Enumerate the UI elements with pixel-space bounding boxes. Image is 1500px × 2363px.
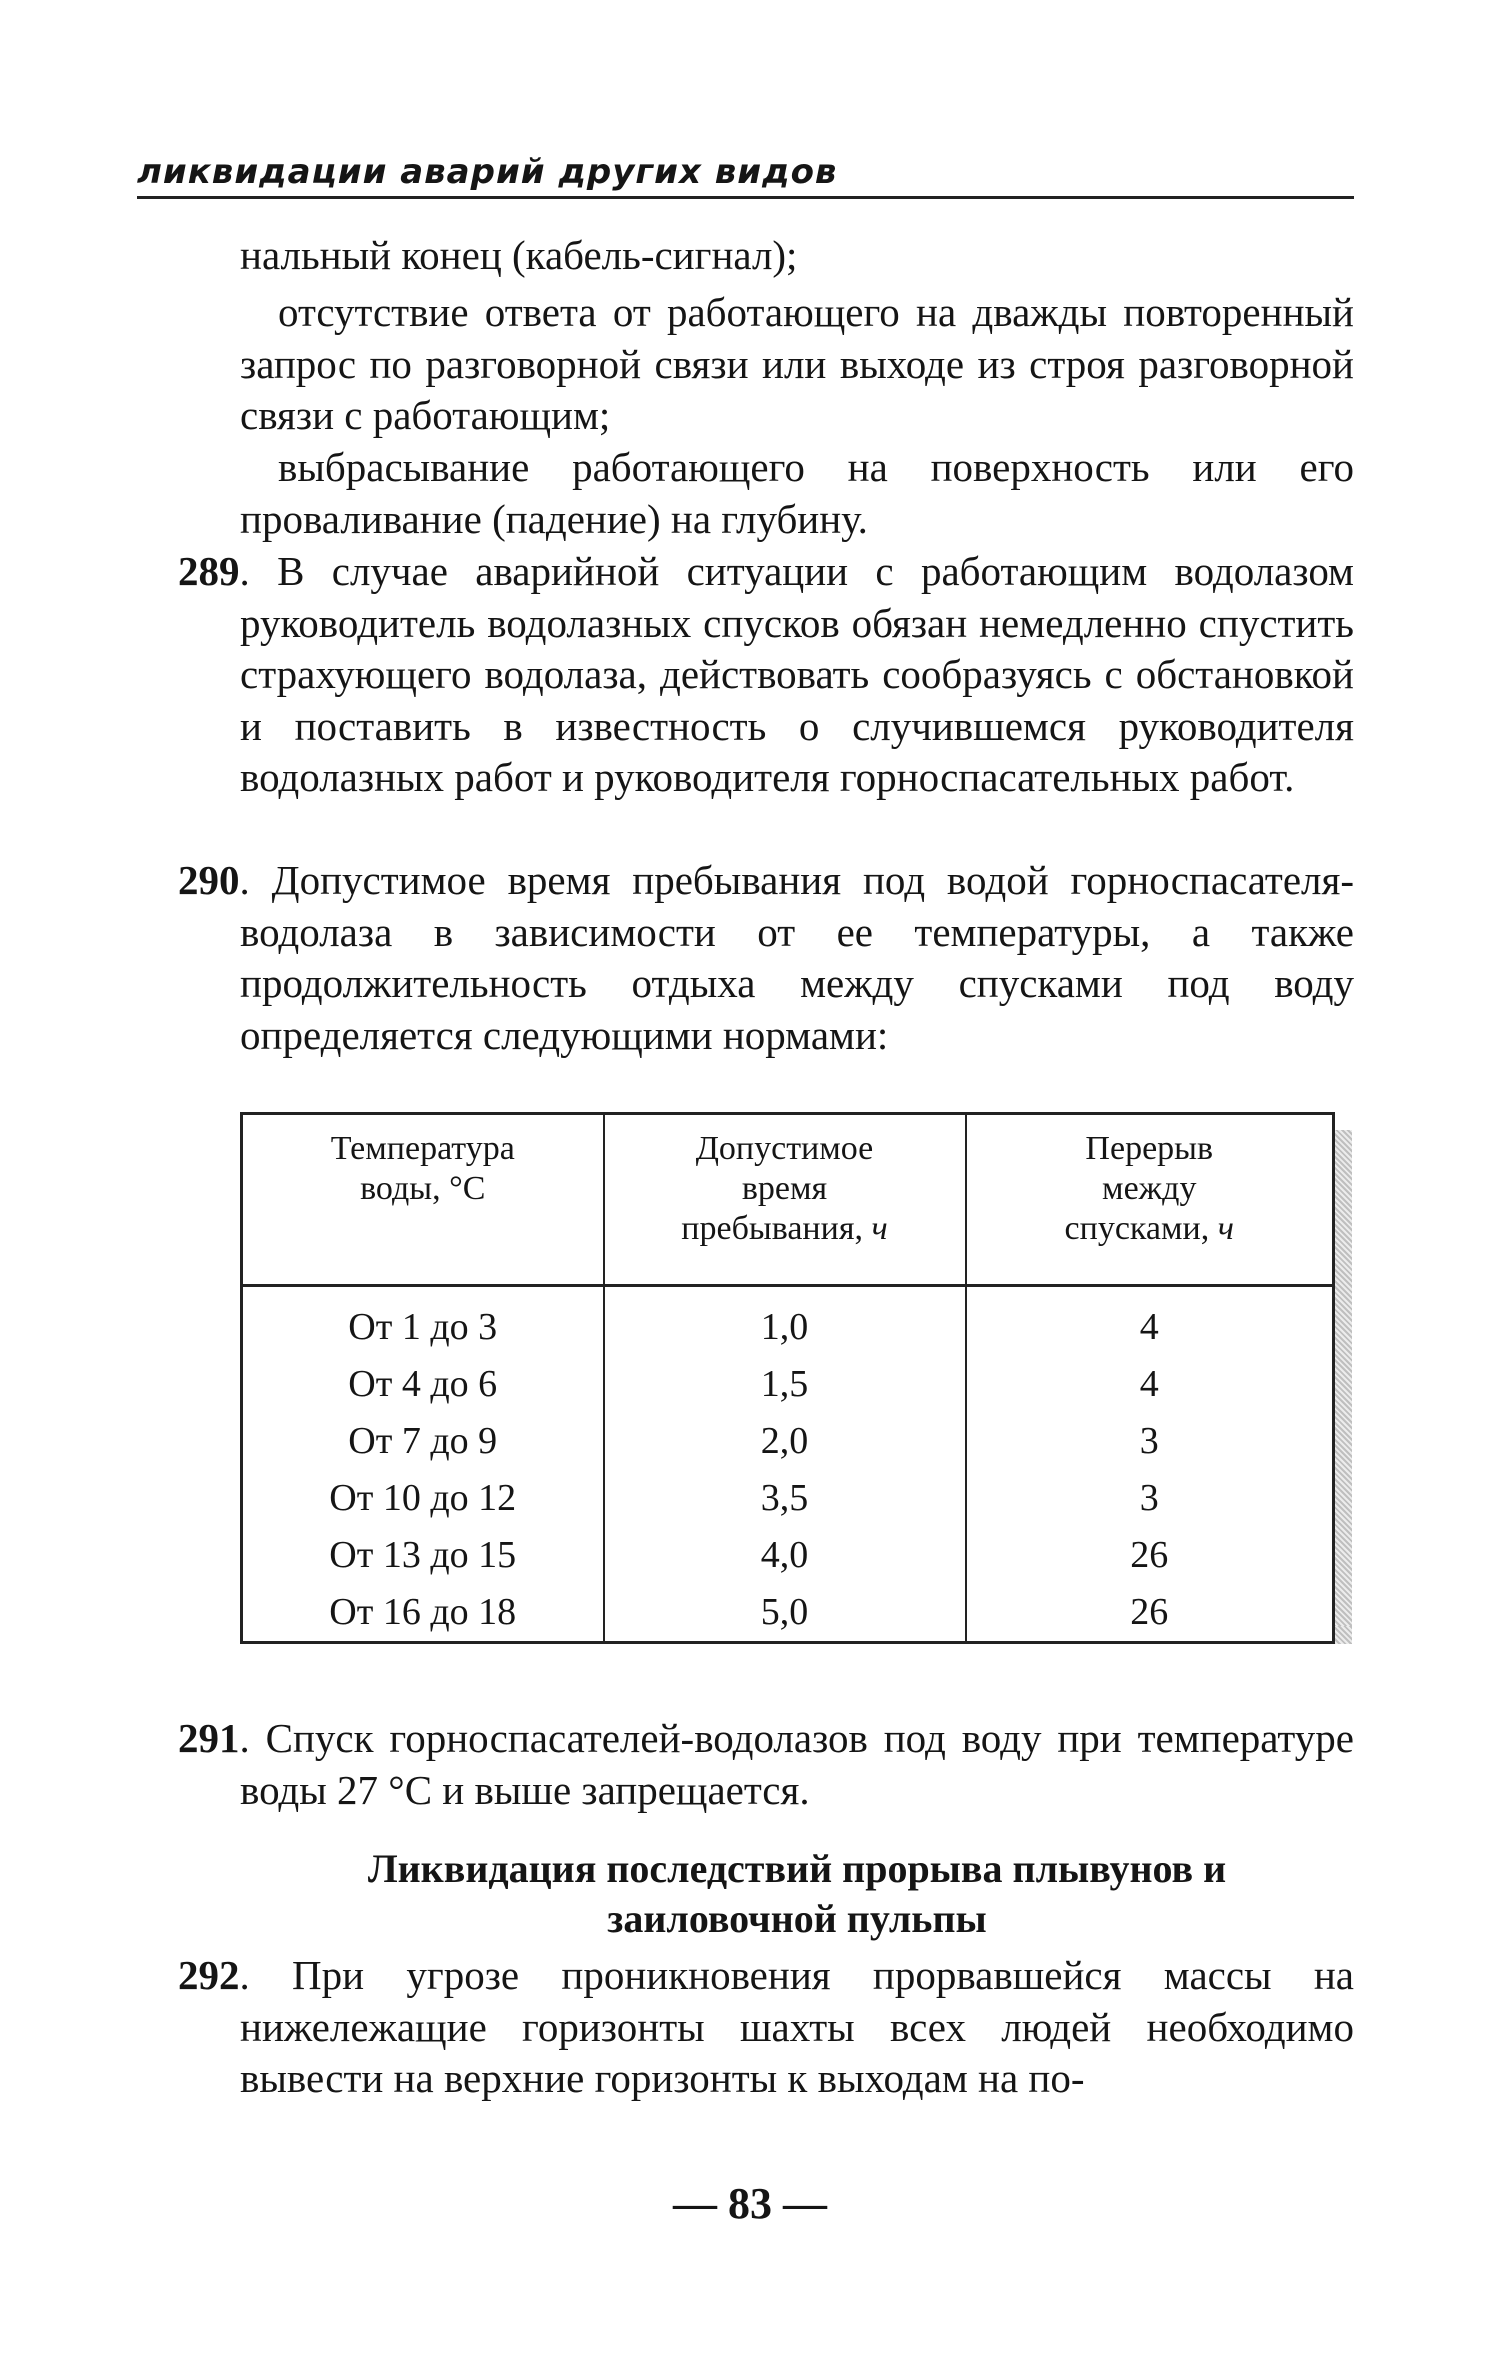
cell-temperature: От 1 до 3 — [242, 1286, 604, 1357]
list-item-ejection: выбрасывание работающего на поверхность или его проваливание (падение) на глубину. — [240, 444, 1354, 542]
table-row — [242, 1356, 1334, 1413]
table-row — [242, 1286, 1334, 1357]
page-number: — 83 — — [673, 2179, 827, 2228]
paragraph-number: 290 — [178, 857, 240, 903]
header-rule — [137, 196, 1354, 199]
cell-temperature: От 10 до 12 — [242, 1470, 604, 1527]
norms-table — [240, 1112, 1335, 1644]
col-header-duration: Допустимое время пребывания, ч — [604, 1114, 966, 1286]
section-heading: Ликвидация последствий прорыва плывунов и заиловочной пульпы — [367, 1846, 1227, 1941]
norms-table-container — [240, 1112, 1332, 1633]
cell-duration: 4,0 — [604, 1527, 966, 1584]
list-item-no-response: отсутствие ответа от работающего на дважды повторенный запрос по разговорной связи или выходе из строя разговорной связи с работающим; — [240, 289, 1354, 438]
cell-duration: 3,5 — [604, 1470, 966, 1527]
cell-duration: 1,0 — [604, 1286, 966, 1357]
cell-break: 3 — [966, 1413, 1334, 1470]
paragraph-290: 290. Допустимое время пребывания под водой горноспасателя-водолаза в зависимости от ее температуры, а также продолжительность отдыха между спусками под воду определяется следующими нормами: — [178, 857, 1355, 1058]
continuation-line: нальный конец (кабель-сигнал); — [240, 232, 798, 278]
cell-duration: 2,0 — [604, 1413, 966, 1470]
table-row — [242, 1584, 1334, 1643]
col-header-temperature: Температура воды, °С — [242, 1114, 604, 1286]
paragraph-number: 291 — [178, 1715, 240, 1761]
paragraph-text: При угрозе проникновения прорвавшейся массы на нижележащие горизонты шахты всех людей необходимо вывести на верхние горизонты к выходам на по- — [240, 1952, 1355, 2101]
table-row — [242, 1413, 1334, 1470]
cell-break: 4 — [966, 1286, 1334, 1357]
cell-break: 26 — [966, 1527, 1334, 1584]
paragraph-text: Допустимое время пребывания под водой горноспасателя-водолаза в зависимости от ее температуры, а также продолжительность отдыха между спусками под воду определяется следующими нормами: — [240, 857, 1355, 1058]
paragraph-text: Спуск горноспасателей-водолазов под воду при температуре воды 27 °С и выше запрещается. — [240, 1715, 1354, 1813]
table-header-row — [242, 1114, 1334, 1286]
running-head: ликвидации аварий других видов — [137, 152, 838, 192]
cell-temperature: От 13 до 15 — [242, 1527, 604, 1584]
paragraph-number: 289 — [178, 548, 240, 594]
cell-duration: 5,0 — [604, 1584, 966, 1643]
table-row — [242, 1527, 1334, 1584]
paragraph-text: В случае аварийной ситуации с работающим водолазом руководитель водолазных спусков обязан немедленно спустить страхующего водолаза, действовать сообразуясь с обстановкой и поставить в известность о случившемся руководителя водолазных работ и руководителя горноспасательных работ. — [240, 548, 1354, 800]
cell-temperature: От 7 до 9 — [242, 1413, 604, 1470]
paragraph-292: 292. При угрозе проникновения прорвавшейся массы на нижележащие горизонты шахты всех людей необходимо вывести на верхние горизонты к выходам на по- — [178, 1952, 1355, 2101]
table-shadow-right — [1334, 1130, 1352, 1638]
cell-temperature: От 16 до 18 — [242, 1584, 604, 1643]
col-header-break: Перерыв между спусками, ч — [966, 1114, 1334, 1286]
cell-temperature: От 4 до 6 — [242, 1356, 604, 1413]
paragraph-number: 292 — [178, 1952, 240, 1998]
cell-break: 4 — [966, 1356, 1334, 1413]
cell-break: 3 — [966, 1470, 1334, 1527]
cell-duration: 1,5 — [604, 1356, 966, 1413]
paragraph-291: 291. Спуск горноспасателей-водолазов под воду при температуре воды 27 °С и выше запрещается. — [178, 1715, 1354, 1813]
paragraph-289: 289. В случае аварийной ситуации с работающим водолазом руководитель водолазных спусков обязан немедленно спустить страхующего водолаза, действовать сообразуясь с обстановкой и поставить в известность о случившемся руководителя водолазных работ и руководителя горноспасательных работ. — [178, 548, 1354, 800]
cell-break: 26 — [966, 1584, 1334, 1643]
table-row — [242, 1470, 1334, 1527]
